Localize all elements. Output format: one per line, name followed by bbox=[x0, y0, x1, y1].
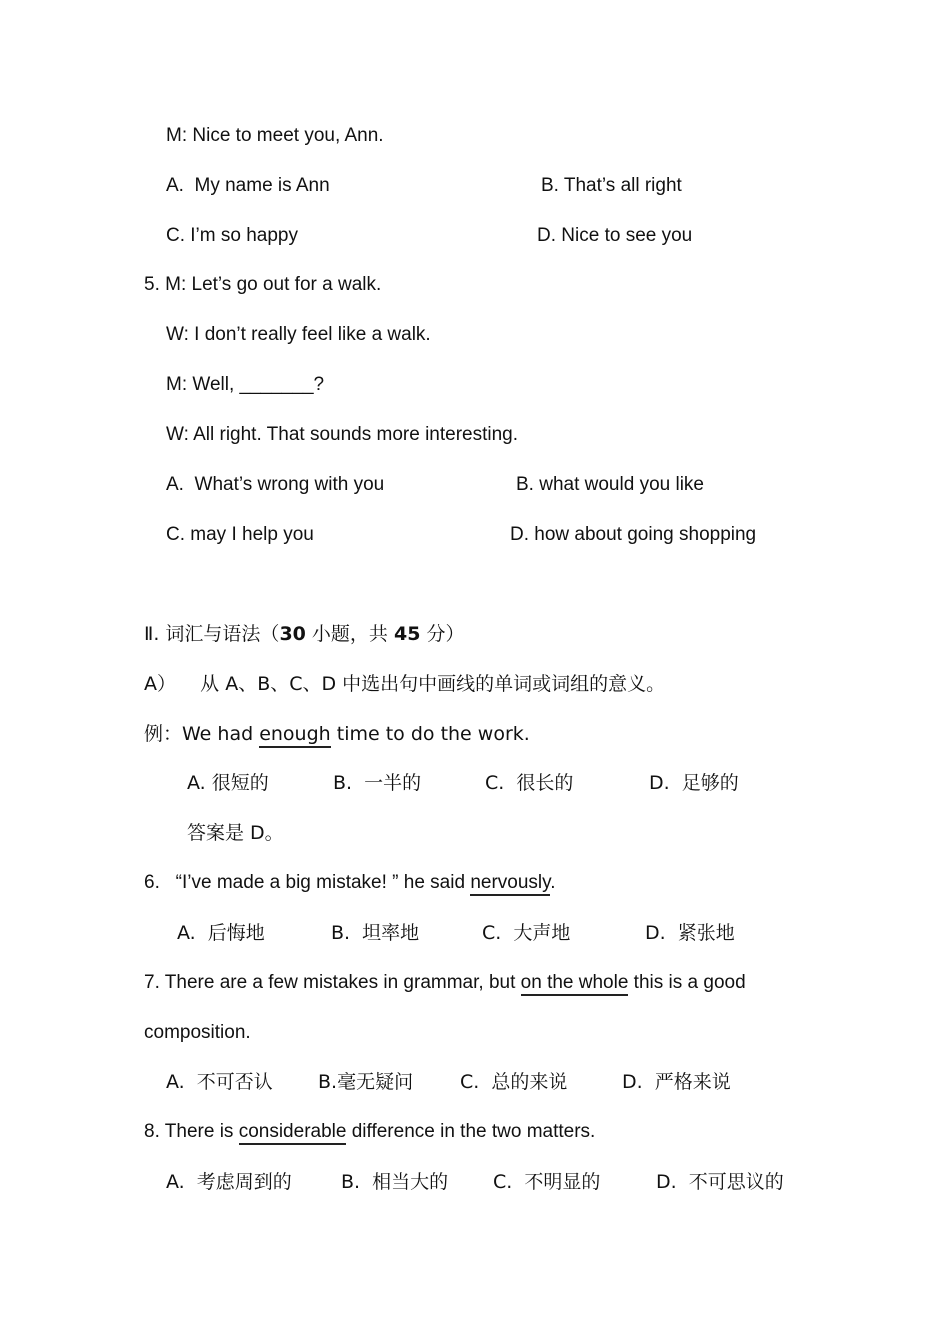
q8-underlined-word: considerable bbox=[239, 1121, 347, 1145]
q8-option-d: D. 不可思议的 bbox=[656, 1171, 784, 1193]
q6-option-c: C. 大声地 bbox=[482, 922, 571, 944]
q5-option-d: D. how about going shopping bbox=[510, 524, 757, 545]
q6-suffix: . bbox=[550, 872, 556, 893]
q7-sentence bbox=[144, 971, 746, 995]
q7-option-c: C. 总的来说 bbox=[460, 1071, 568, 1093]
q7-option-d: D. 严格来说 bbox=[622, 1071, 731, 1093]
q6-prefix: 6. “I’ve made a big mistake! ” he said bbox=[144, 872, 471, 893]
q6-sentence bbox=[144, 871, 556, 895]
q7-option-a: A. 不可否认 bbox=[166, 1071, 273, 1093]
example-option-d: D. 足够的 bbox=[649, 772, 739, 794]
q6-underlined-word: nervously bbox=[470, 872, 550, 896]
q8-prefix: 8. There is bbox=[144, 1121, 239, 1142]
section-question-count: 30 bbox=[279, 623, 306, 645]
q5-dialogue-line-2: W: I don’t really feel like a walk. bbox=[166, 324, 431, 345]
part-a-instructions: A） 从 A、B、C、D 中选出句中画线的单词或词组的意义。 bbox=[144, 673, 666, 695]
q6-option-d: D. 紧张地 bbox=[645, 922, 735, 944]
example-sentence bbox=[144, 722, 530, 746]
example-answer: 答案是 D。 bbox=[187, 822, 284, 844]
q6-option-b: B. 坦率地 bbox=[331, 922, 420, 944]
q5-dialogue-line-1: 5. M: Let’s go out for a walk. bbox=[144, 274, 382, 295]
q6-option-a: A. 后悔地 bbox=[177, 922, 265, 944]
q8-suffix: difference in the two matters. bbox=[346, 1121, 596, 1142]
example-underlined-word: enough bbox=[259, 723, 331, 748]
q5-option-a: A. What’s wrong with you bbox=[166, 474, 385, 495]
q7-option-b: B.毫无疑问 bbox=[318, 1071, 414, 1093]
example-option-b: B. 一半的 bbox=[333, 772, 422, 794]
section-heading-suffix: 分） bbox=[420, 623, 465, 645]
q8-option-a: A. 考虑周到的 bbox=[166, 1171, 292, 1193]
section-heading-mid: 小题，共 bbox=[305, 623, 394, 645]
q8-option-b: B. 相当大的 bbox=[341, 1171, 449, 1193]
q8-sentence bbox=[144, 1120, 595, 1144]
q4-option-b: B. That’s all right bbox=[541, 175, 682, 196]
example-suffix: time to do the work. bbox=[330, 723, 530, 745]
q7-underlined-phrase: on the whole bbox=[521, 972, 629, 996]
example-option-a: A. 很短的 bbox=[187, 772, 269, 794]
q7-prefix: 7. There are a few mistakes in grammar, but bbox=[144, 972, 521, 993]
q5-dialogue-line-4: W: All right. That sounds more interesting. bbox=[166, 424, 519, 445]
q4-dialogue-line: M: Nice to meet you, Ann. bbox=[166, 125, 384, 146]
q5-option-c: C. may I help you bbox=[166, 524, 314, 545]
section-heading-prefix: Ⅱ. 词汇与语法（ bbox=[144, 623, 280, 645]
q7-suffix: this is a good bbox=[628, 972, 746, 993]
q4-option-a: A. My name is Ann bbox=[166, 175, 330, 196]
q7-sentence-continued: composition. bbox=[144, 1022, 251, 1043]
q4-option-d: D. Nice to see you bbox=[537, 225, 693, 246]
q8-option-c: C. 不明显的 bbox=[493, 1171, 601, 1193]
section-points: 45 bbox=[393, 623, 421, 645]
section-heading bbox=[144, 622, 464, 646]
q5-option-b: B. what would you like bbox=[516, 474, 704, 495]
q5-dialogue-line-3: M: Well, _______? bbox=[166, 374, 325, 395]
example-option-c: C. 很长的 bbox=[485, 772, 574, 794]
example-prefix: 例：We had bbox=[144, 723, 260, 745]
q4-option-c: C. I’m so happy bbox=[166, 225, 298, 246]
